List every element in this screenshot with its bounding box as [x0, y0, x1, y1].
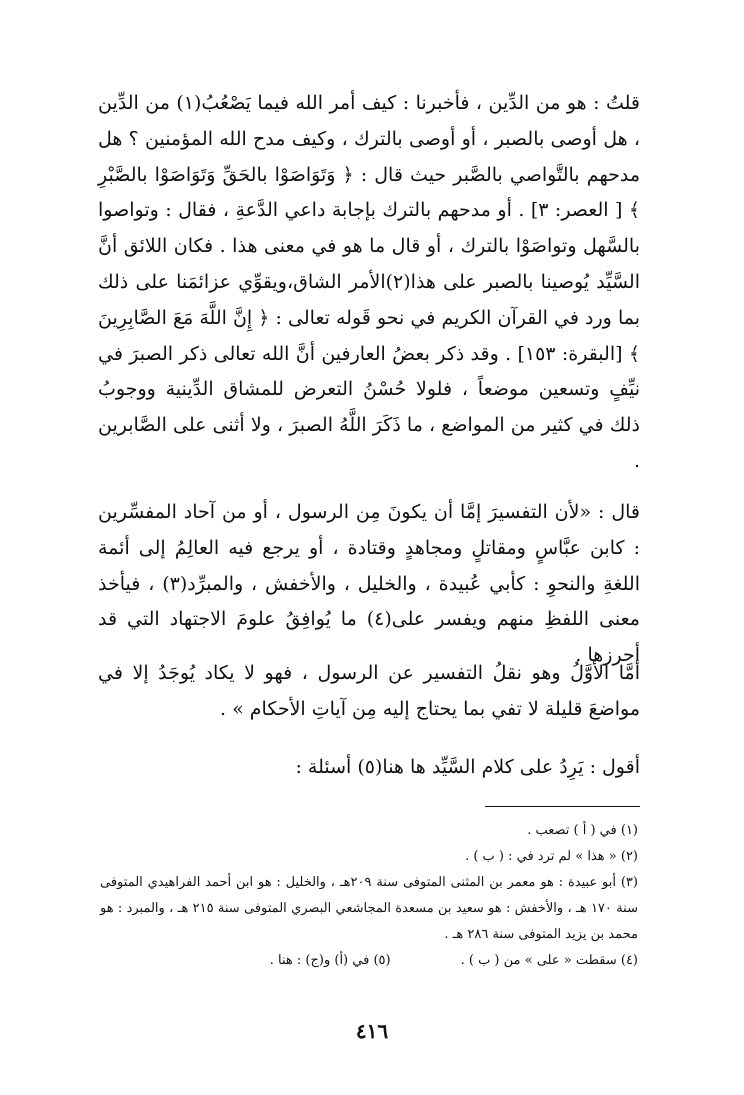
- footnote-3: (٣) أبو عبيدة : هو معمر بن المثنى المتوفى سنة ٢٠٩هـ ، والخليل : هو ابن أحمد الفراهيدي المتوفى سنة ١٧٠ هـ ، والأخفش : هو سعيد بن مسعدة المجاشعي البصري المتوفى سنة ٢١٥ هـ ، والمبرد : هو محمد بن يزيد المتوفى سنة ٢٨٦ هـ .: [100, 875, 638, 942]
- paragraph-1: قلتُ : هو من الدِّين ، فأخبرنا : كيف أمر الله فيما يَصْعُبُ(١) من الدِّين ، هل أوصى بالصبر ، أو أوصى بالترك ، وكيف مدح الله المؤمنين ؟ هل مدحهم بالتَّواصي بالصَّبر حيث قال : ﴿ وَتَوَاصَوْا بالحَقِّ وَتَوَاصَوْا بالصَّبْرِ ﴾ [ العصر: ٣] . أو مدحهم بالترك بإجابة داعي الدَّعةِ ، فقال : وتواصوا بالسَّهل وتواصَوْا بالترك ، أو قال ما هو في معنى هذا . فكان اللائق أنَّ السَّيِّد يُوصينا بالصبر على هذا(٢)الأمر الشاق،ويقوِّي عزائمَنا على ذلك بما ورد في القرآن الكريم في نحو قَوله تعالى : ﴿ إِنَّ اللَّهَ مَعَ الصَّابِرِينَ ﴾ [البقرة: ١٥٣] . وقد ذكر بعضُ العارفين أنَّ الله تعالى ذكر الصبرَ في نيِّفٍ وتسعين موضعاً ، فلولا حُسْنُ التعرض للمشاق الدِّينية ووجوبُ ذلك في كثير من المواضع ، ما ذَكَرَ اللَّهُ الصبرَ ، ولا أثنى على الصَّابرين .: [98, 92, 640, 472]
- footnote-4: (٤) سقطت « على » من ( ب ) .: [460, 953, 638, 968]
- paragraph-2: قال : «لأن التفسيرَ إمَّا أن يكونَ مِن الرسول ، أو من آحاد المفسِّرين : كابن عبَّاسٍ ومقاتلٍ ومجاهدٍ وقتادة ، أو يرجع فيه العالِمُ إلى أئمة اللغةِ والنحوِ : كأبي عُبيدة ، والخليل ، والأخفش ، والمبرِّد(٣) ، فيأخذ معنى اللفظِ منهم ويفسر على(٤) ما يُوافِقُ علومَ الاجتهاد التي قد أحرزها .: [98, 501, 640, 667]
- page-number: ٤١٦: [355, 1019, 389, 1043]
- footnote-row: [100, 948, 638, 974]
- footnotes: [100, 818, 638, 974]
- paragraph-3: أمَّا الأوَّلُ وهو نقلُ التفسير عن الرسول ، فهو لا يكاد يُوجَدُ إلا في مواضعَ قليلة لا تفي بما يحتاج إليه مِن آياتِ الأحكام » .: [98, 662, 640, 720]
- footnote-1: (١) في ( أ ) تصعب .: [527, 823, 638, 838]
- paragraph-4: أقول : يَرِدُ على كلام السَّيِّد ها هنا(٥) أسئلة :: [295, 756, 640, 778]
- footnote-divider: [485, 806, 640, 807]
- footnote-2: (٢) « هذا » لم ترد في : ( ب ) .: [465, 849, 638, 864]
- footnote-5: (٥) في (أ) و(ج) : هنا .: [269, 953, 391, 968]
